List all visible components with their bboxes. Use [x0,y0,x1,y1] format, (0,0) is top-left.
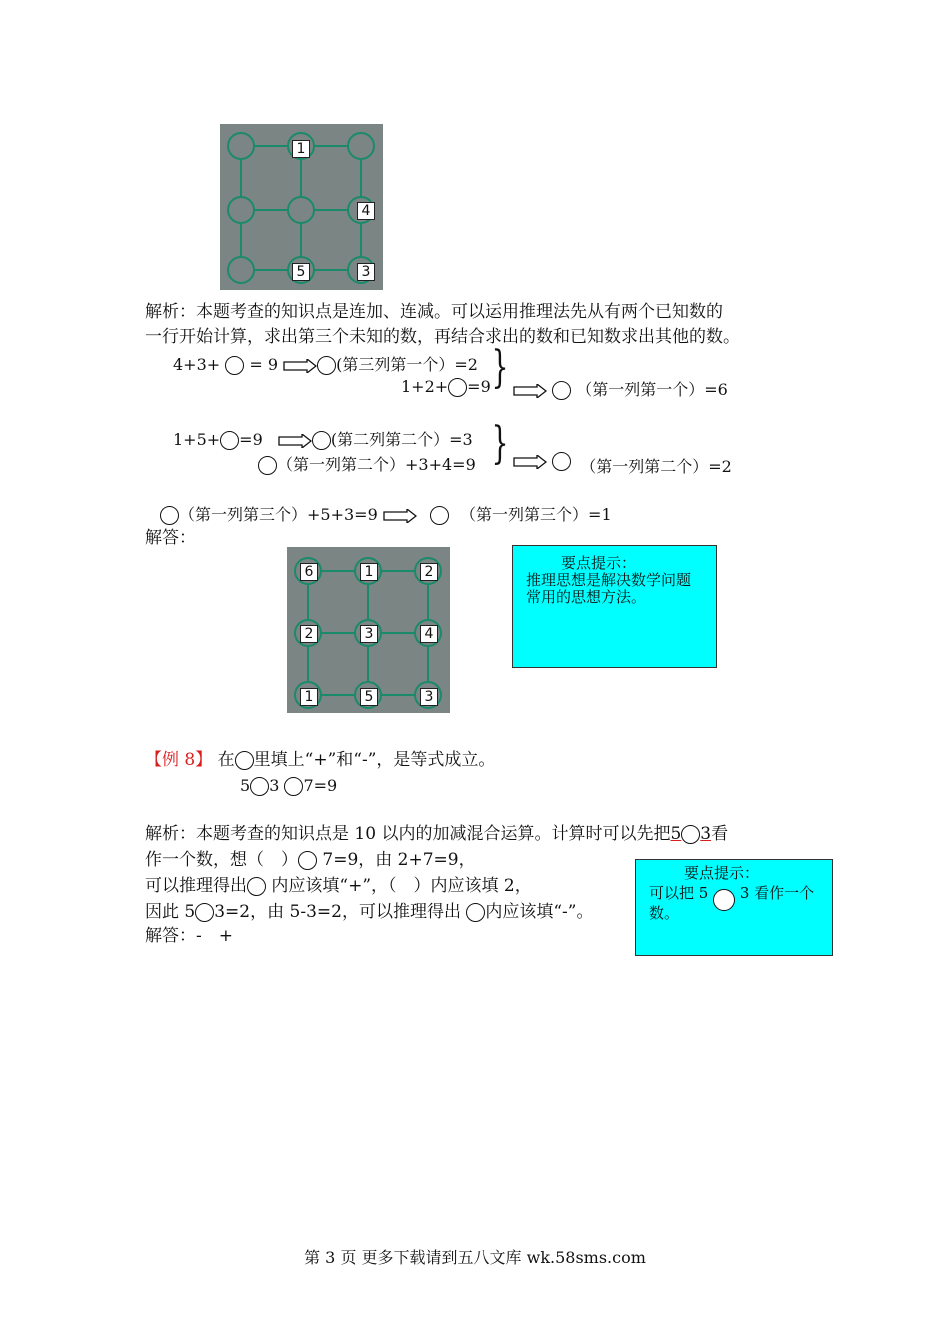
step-4-result [513,448,732,476]
tip-box-2-body-a: 可以把 5 [649,884,709,902]
grid2-cell-r2c1: 5 [360,688,378,706]
example-8-prompt-a: 在 [217,750,235,770]
tip-box-2-body-b: 3 看作一个 [739,884,815,902]
example-8-prompt [145,750,495,770]
blank-circle [235,751,254,770]
step-1-right: (第三列第一个）=2 [336,355,478,374]
blank-circle [552,381,571,400]
analysis2-line-4-b: 3=2，由 5-3=2，可以推理得出 [214,902,461,922]
grid2-cell-r0c2: 2 [420,563,438,581]
puzzle-grid-2 [287,547,450,713]
analysis2-line-2-b: 7=9，由 2+7=9， [322,850,476,870]
underlined-expression [670,824,711,844]
grid2-cell-r0c0: 6 [300,563,318,581]
step-2-result-text: （第一列第一个）=6 [576,380,728,399]
tip-box-1-title: 要点提示： [561,554,637,572]
grid2-cell-r2c2: 3 [420,688,438,706]
step-4-right: （第一列第二个）+3+4=9 [277,455,476,474]
analysis2-line-3 [145,876,532,896]
eq-part-c: 7=9 [303,776,338,795]
blank-circle [258,456,277,475]
blank-circle [466,903,485,922]
grid2-cell-r1c0: 2 [300,625,318,643]
analysis-line-2: 一行开始计算，求出第三个未知的数，再结合求出的数和已知数求出其他的数。 [145,327,740,347]
tip-box-1-body: 推理思想是解决数学问题常用的思想方法。 [526,571,692,606]
analysis2-answer: 解答：- + [145,926,233,946]
example-8-tag: 【例 8】 [145,750,213,770]
analysis2-line-4 [145,902,594,922]
step-2-right: =9 [467,377,491,396]
example-8-prompt-b: 里填上“+”和“-”，是等式成立。 [253,750,496,770]
step-1-left: 4+3+ [173,355,221,374]
blank-circle [448,378,467,397]
step-3-left: 1+5+ [173,430,221,449]
blank-circle [430,506,449,525]
analysis2-line-1-end: 看 [711,824,729,844]
blank-circle [225,356,244,375]
example-8-equation [240,776,337,796]
implies-arrow-icon [513,384,547,398]
step-2-result [513,377,728,400]
implies-arrow-icon [278,434,312,448]
step-5-result: （第一列第三个）=1 [460,505,612,524]
answer-label: 解答： [145,528,196,548]
tip-box-2 [635,859,833,956]
blank-circle [317,356,336,375]
blank-circle [552,452,571,471]
implies-arrow-icon [383,509,417,523]
tip-box-1 [512,545,717,668]
blank-circle [681,825,700,844]
step-3-right: (第二列第二个）=3 [330,430,473,449]
step-3-mid: =9 [239,430,263,449]
blank-circle [160,506,179,525]
tip-box-2-title: 要点提示： [684,864,760,882]
page-footer: 第 3 页 更多下载请到五八文库 wk.58sms.com [304,1248,646,1267]
puzzle-grid-1 [220,124,383,290]
analysis2-line-2-a: 作一个数，想（ ） [145,850,298,870]
blank-circle [250,777,269,796]
step-4 [258,452,476,475]
tip-box-2-body [649,883,829,922]
implies-arrow-icon [513,455,547,469]
blank-circle [298,851,317,870]
step-1 [173,352,478,375]
blank-circle [312,431,331,450]
blank-circle [220,431,239,450]
step-2-left: 1+2+ [401,377,449,396]
brace-2: } [491,418,509,469]
step-2 [401,377,491,397]
grid2-cell-r2c0: 1 [300,688,318,706]
brace-1: } [491,342,509,393]
analysis2-line-4-c: 内应该填“-”。 [485,902,594,922]
underlined-3: 3 [700,824,712,844]
step-5 [160,502,612,525]
step-4-result-text: （第一列第二个）=2 [580,457,732,476]
step-5-left: （第一列第三个）+5+3=9 [179,505,378,524]
analysis2-line-3-a: 可以推理得出 [145,876,247,896]
grid2-cell-r1c2: 4 [420,625,438,643]
grid2-cell-r1c1: 3 [360,625,378,643]
grid1-cell-r1c2: 4 [357,202,375,220]
grid1-cell-r2c2: 3 [357,263,375,281]
step-3 [173,427,473,450]
tip-box-2-body-c: 数。 [649,904,680,922]
analysis2-line-1 [145,824,728,844]
analysis2-line-4-a: 因此 5 [145,902,196,922]
analysis-line-1: 解析：本题考查的知识点是连加、连减。可以运用推理法先从有两个已知数的 [145,302,723,322]
blank-circle [195,903,214,922]
grid1-cell-r2c1: 5 [292,263,310,281]
analysis2-line-3-b: 内应该填“+”，（ ）内应该填 2， [271,876,532,896]
blank-circle [284,777,303,796]
blank-circle [247,877,266,896]
implies-arrow-icon [283,359,317,373]
blank-circle [713,889,735,911]
step-1-mid: = 9 [249,355,279,374]
analysis2-line-1-text: 解析：本题考查的知识点是 10 以内的加减混合运算。计算时可以先把 [145,824,671,844]
underlined-5: 5 [670,824,682,844]
analysis2-line-2 [145,850,476,870]
eq-part-a: 5 [240,776,251,795]
grid1-cell-r0c1: 1 [292,140,310,158]
eq-part-b: 3 [269,776,280,795]
grid2-cell-r0c1: 1 [360,563,378,581]
